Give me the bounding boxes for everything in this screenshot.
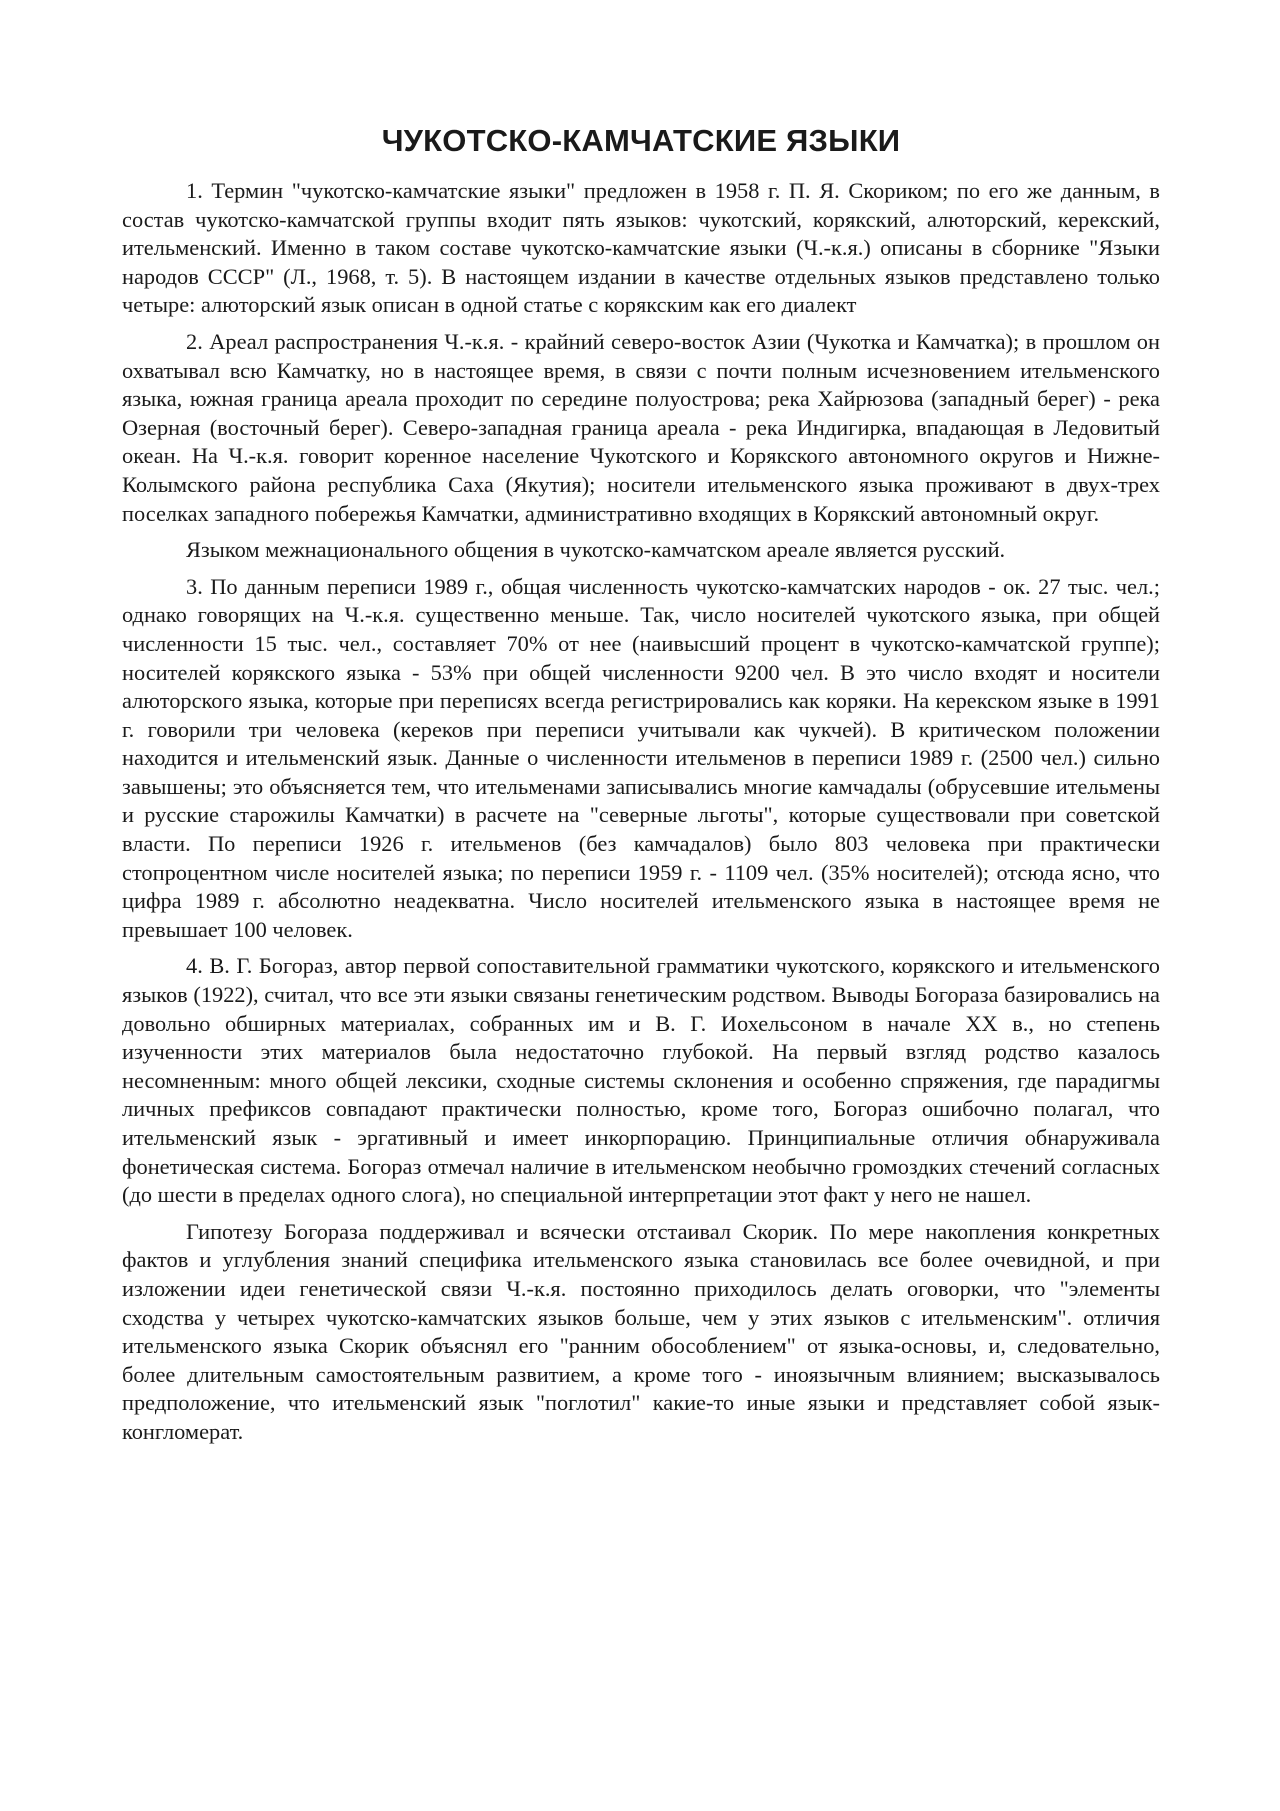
- paragraph-lingua-franca: Языком межнационального общения в чукотско-камчатском ареале является русский.: [186, 537, 1006, 563]
- paragraph-2-area: 2. Ареал распространения Ч.-к.я. - крайний северо-восток Азии (Чукотка и Камчатка); в прошлом он охватывал всю Камчатку, но в настоящее время, в связи с почти полным исчезновением ительменского языка, южная граница ареала проходит по середине полуострова; река Хайрюзова (западный берег) - река Озерная (восточный берег). Северо-западная граница ареала - река Индигирка, впадающая в Ледовитый океан. На Ч.-к.я. говорит коренное население Чукотского и Корякского автономного округов и Нижне-Колымского района республика Саха (Якутия); носители ительменского языка проживают в двух-трех поселках западного побережья Камчатки, административно входящих в Корякский автономный округ.: [122, 328, 1160, 526]
- paragraph-skorik-hypothesis: Гипотезу Богораза поддерживал и всячески отстаивал Скорик. По мере накопления конкретных фактов и углубления знаний специфика ительменского языка становилась все более очевидной, и при изложении идеи генетической связи Ч.-к.я. постоянно приходилось делать оговорки, что "элементы сходства у четырех чукотско-камчатских языков больше, чем у этих языков с ительменским". отличия ительменского языка Скорик объяснял его "ранним обособлением" от языка-основы, и, следовательно, более длительным самостоятельным развитием, а кроме того - иноязычным влиянием; высказывалось предположение, что ительменский язык "поглотил" какие-то иные языки и представляет собой язык-конгломерат.: [122, 1218, 1160, 1444]
- paragraph-1-term: 1. Термин "чукотско-камчатские языки" предложен в 1958 г. П. Я. Скориком; по его же данным, в состав чукотско-камчатской группы входит пять языков: чукотский, корякский, алюторский, керекский, ительменский. Именно в таком составе чукотско-камчатские языки (Ч.-к.я.) описаны в сборнике "Языки народов СССР" (Л., 1968, т. 5). В настоящем издании в качестве отдельных языков представлено только четыре: алюторский язык описан в одной статье с корякским как его диалект: [122, 178, 1160, 318]
- document-body: [122, 119, 1160, 1455]
- paragraph-3-census: 3. По данным переписи 1989 г., общая численность чукотско-камчатских народов - ок. 27 тыс. чел.; однако говорящих на Ч.-к.я. существенно меньше. Так, число носителей чукотского языка, при общей численности 15 тыс. чел., составляет 70% от нее (наивысший процент в чукотско-камчатской группе); носителей корякского языка - 53% при общей численности 9200 чел. В это число входят и носители алюторского языка, которые при переписях всегда регистрировались как коряки. На керекском языке в 1991 г. говорили три человека (кереков при переписи учитывали как чукчей). В критическом положении находится и ительменский язык. Данные о численности ительменов в переписи 1989 г. (2500 чел.) сильно завышены; это объясняется тем, что ительменами записывались многие камчадалы (обрусевшие ительмены и русские старожилы Камчатки) в расчете на "северные льготы", которые существовали при советской власти. По переписи 1926 г. ительменов (без камчадалов) было 803 человека при практически стопроцентном числе носителей языка; по переписи 1959 г. - 1109 чел. (35% носителей); отсюда ясно, что цифра 1989 г. абсолютно неадекватна. Число носителей ительменского языка в настоящее время не превышает 100 человек.: [122, 573, 1160, 942]
- document-title: ЧУКОТСКО-КАМЧАТСКИЕ ЯЗЫКИ: [381, 123, 901, 158]
- paragraph-4-bogoraz: 4. В. Г. Богораз, автор первой сопоставительной грамматики чукотского, корякского и ительменского языков (1922), считал, что все эти языки связаны генетическим родством. Выводы Богораза базировались на довольно обширных материалах, собранных им и В. Г. Иохельсоном в начале XX в., но степень изученности этих материалов была недостаточно глубокой. На первый взгляд родство казалось несомненным: много общей лексики, сходные системы склонения и особенно спряжения, где парадигмы личных префиксов совпадают практически полностью, кроме того, Богораз ошибочно полагал, что ительменский язык - эргативный и имеет инкорпорацию. Принципиальные отличия обнаруживала фонетическая система. Богораз отмечал наличие в ительменском необычно громоздких стечений согласных (до шести в пределах одного слога), но специальной интерпретации этот факт у него не нашел.: [122, 953, 1160, 1208]
